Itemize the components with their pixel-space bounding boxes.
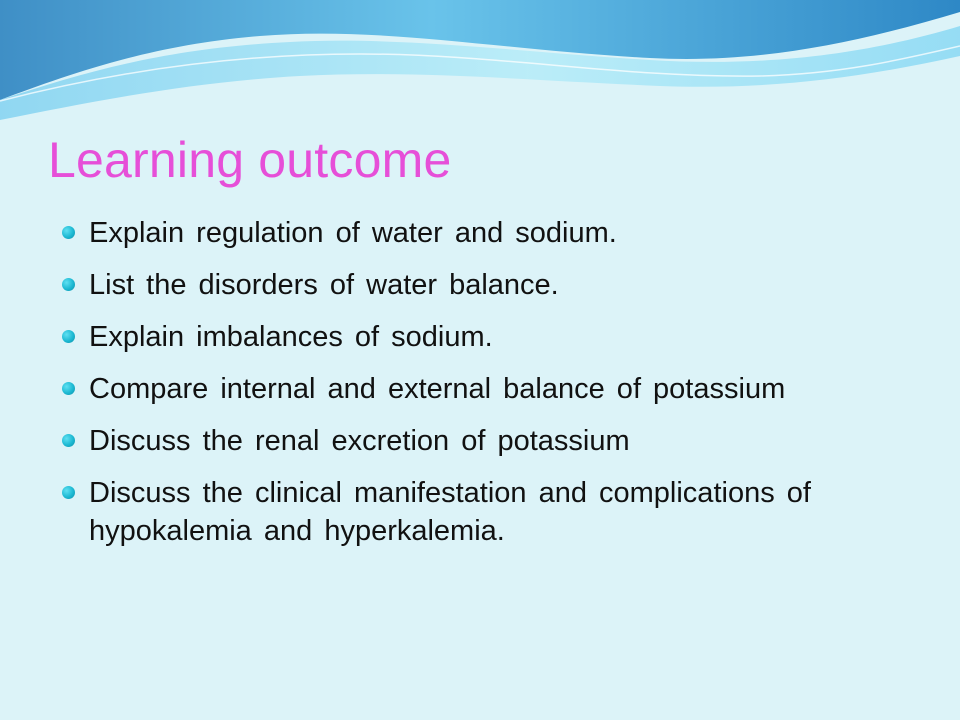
bullet-text: Discuss the renal excretion of potassium: [89, 425, 630, 457]
bullet-text: Explain imbalances of sodium.: [89, 321, 493, 353]
bullet-text: Explain regulation of water and sodium.: [89, 217, 617, 249]
bullet-item: [62, 370, 922, 408]
bullet-item: [62, 214, 922, 252]
wave-decoration-icon: [0, 0, 960, 120]
bullet-text: Discuss the clinical manifestation and complications of hypokalemia and hyperkalemia.: [89, 477, 811, 547]
bullet-dot-icon: [62, 330, 75, 343]
bullet-list: [62, 214, 922, 564]
bullet-item: [62, 266, 922, 304]
slide-title: Learning outcome: [48, 132, 452, 188]
bullet-dot-icon: [62, 382, 75, 395]
bullet-dot-icon: [62, 226, 75, 239]
bullet-dot-icon: [62, 486, 75, 499]
bullet-item: [62, 318, 922, 356]
bullet-text: List the disorders of water balance.: [89, 269, 559, 301]
bullet-item: [62, 474, 922, 550]
bullet-item: [62, 422, 922, 460]
bullet-dot-icon: [62, 278, 75, 291]
bullet-dot-icon: [62, 434, 75, 447]
bullet-text: Compare internal and external balance of potassium: [89, 373, 786, 405]
